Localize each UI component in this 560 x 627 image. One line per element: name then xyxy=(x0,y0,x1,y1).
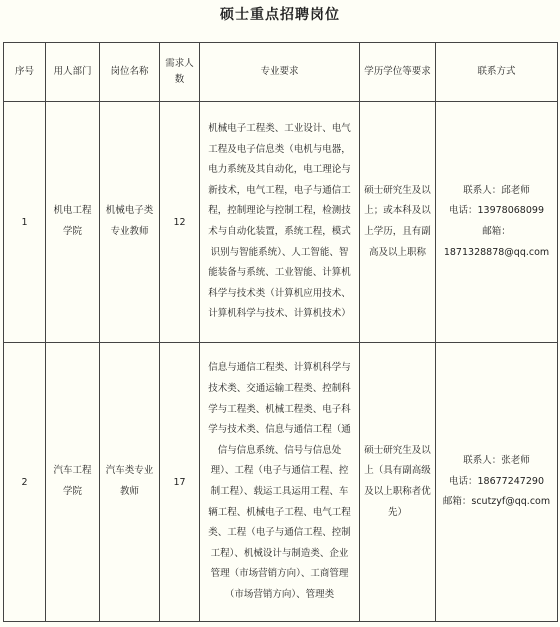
cell-position xyxy=(100,102,160,343)
header-major: 专业要求 xyxy=(200,43,360,102)
cell-major-line: 工程及电子信息类（电机与电器， xyxy=(208,143,351,155)
cell-major-line: 科学与技术类（计算机应用技术、 xyxy=(208,287,351,299)
header-row xyxy=(4,43,558,102)
cell-major-line: 机械电子工程类、工业设计、电气 xyxy=(208,123,351,135)
cell-degree-line: 上；或本科及以 xyxy=(364,205,431,217)
cell-major-line: 工程）、机械设计与制造类、企业 xyxy=(210,547,349,559)
cell-major-line: 学与技术类、信息与通信工程（通 xyxy=(208,424,351,436)
cell-degree-line: 及以上职称者优 xyxy=(364,486,431,497)
cell-seq: 2 xyxy=(4,343,46,622)
header-count-line1: 需求人 xyxy=(165,58,194,69)
cell-position-line: 汽车类专业 xyxy=(105,465,154,477)
cell-degree-line: 高及以上职称 xyxy=(368,246,426,258)
cell-degree-line: 硕士研究生及以 xyxy=(364,444,431,456)
cell-dept xyxy=(46,102,100,343)
cell-contact-line: 电话：13978068099 xyxy=(449,205,544,217)
cell-major-line: 信与信息系统、信号与信息处 xyxy=(217,444,342,456)
cell-major-line: 信息与通信工程类、计算机科学与 xyxy=(208,362,351,374)
cell-major-line: （市场营销方向）、管理类 xyxy=(224,588,335,600)
recruitment-table xyxy=(3,42,558,622)
cell-contact xyxy=(436,102,558,343)
cell-count: 17 xyxy=(160,343,200,622)
header-seq: 序号 xyxy=(4,43,46,102)
cell-position-line: 专业教师 xyxy=(110,226,149,237)
cell-degree-line: 上学历，且有副 xyxy=(364,226,431,237)
table-row xyxy=(4,343,558,622)
cell-position-line: 教师 xyxy=(119,486,139,497)
header-degree: 学历学位等要求 xyxy=(360,43,436,102)
cell-dept-line: 学院 xyxy=(62,486,82,497)
cell-major-line: 理）、工程（电子与通信工程、控 xyxy=(210,465,349,477)
cell-major-line: 程，控制理论与控制工程，检测技 xyxy=(208,205,351,217)
cell-major-line: 制工程）、载运工具运用工程、车 xyxy=(210,486,349,497)
cell-major-line: 学与工程类、机械工程类、电子科 xyxy=(208,403,351,415)
cell-dept-line: 机电工程 xyxy=(53,205,92,217)
cell-degree-line: 上（具有副高级 xyxy=(364,465,431,477)
cell-major-line: 类、工程（电子与通信工程、控制 xyxy=(208,527,351,539)
cell-count: 12 xyxy=(160,102,200,343)
cell-major xyxy=(200,343,360,622)
cell-contact-line: 电话：18677247290 xyxy=(449,475,544,487)
cell-contact-line: 联系人：邱老师 xyxy=(463,184,530,196)
cell-major-line: 管理（市场营销方向）、工商管理 xyxy=(210,568,349,580)
cell-degree xyxy=(360,343,436,622)
cell-position-line: 机械电子类 xyxy=(105,205,154,217)
cell-seq: 1 xyxy=(4,102,46,343)
cell-dept xyxy=(46,343,100,622)
cell-position xyxy=(100,343,160,622)
cell-degree-line: 先） xyxy=(387,506,407,518)
header-contact: 联系方式 xyxy=(436,43,558,102)
table-row xyxy=(4,102,558,343)
page-title: 硕士重点招聘岗位 xyxy=(220,7,340,23)
cell-contact-line: 联系人：张老师 xyxy=(463,455,530,467)
cell-contact xyxy=(436,343,558,622)
cell-major-line: 新技术，电气工程，电子与通信工 xyxy=(208,184,351,196)
cell-degree xyxy=(360,102,436,343)
header-count-line2: 数 xyxy=(174,74,185,85)
header-position: 岗位名称 xyxy=(100,43,160,102)
cell-major-line: 电力系统及其自动化，电工理论与 xyxy=(208,164,351,176)
cell-major xyxy=(200,102,360,343)
header-dept: 用人部门 xyxy=(46,43,100,102)
cell-contact-line: 邮箱：1871328878@qq.com xyxy=(443,226,550,258)
cell-major-line: 辆工程、机械电子工程、电气工程 xyxy=(208,506,351,518)
cell-major-line: 术与自动化装置，系统工程，模式 xyxy=(208,226,351,237)
cell-dept-line: 汽车工程 xyxy=(53,465,92,477)
cell-contact-line: 邮箱：scutzyf@qq.com xyxy=(442,496,551,508)
cell-major-line: 技术类、交通运输工程类、控制科 xyxy=(208,383,351,395)
cell-dept-line: 学院 xyxy=(62,226,82,237)
header-count xyxy=(160,43,200,102)
cell-major-line: 计算机科学与技术、计算机技术） xyxy=(208,308,351,320)
cell-major-line: 识别与智能系统）、人工智能、智 xyxy=(210,246,349,258)
cell-major-line: 能装备与系统、工业智能、计算机 xyxy=(208,267,351,279)
cell-degree-line: 硕士研究生及以 xyxy=(364,184,431,196)
